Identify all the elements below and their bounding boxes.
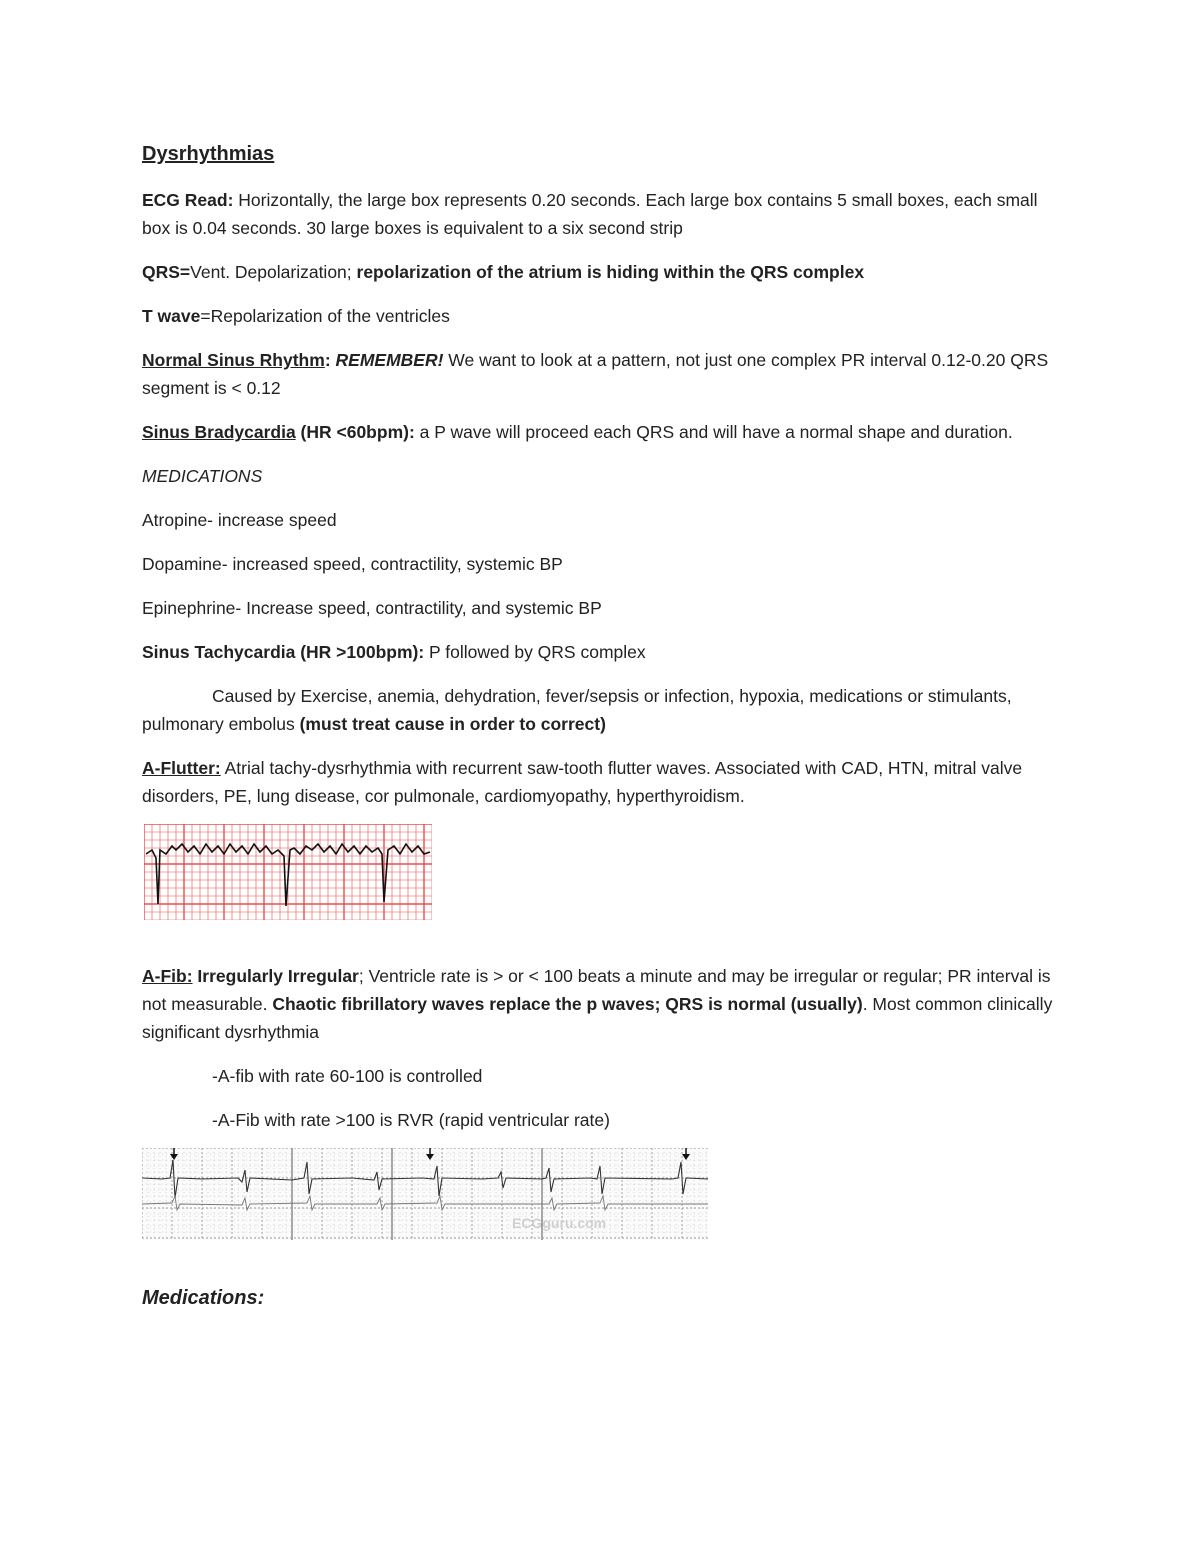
nsr-colon: : xyxy=(324,350,336,370)
nsr-emphasis: REMEMBER! xyxy=(335,350,444,370)
med-item-epinephrine: Epinephrine- Increase speed, contractility, and systemic BP xyxy=(142,598,602,618)
tachy-paragraph xyxy=(142,638,1062,666)
strip-watermark: ECGguru.com xyxy=(512,1215,607,1231)
med-item-dopamine: Dopamine- increased speed, contractility, systemic BP xyxy=(142,554,563,574)
afib-text1: ; Ventricle rate is > or < 100 beats a minute and may be irregular or regular; PR interval is not measurable. xyxy=(142,966,1051,1014)
nsr-paragraph xyxy=(142,346,1062,402)
afib-item-rvr: -A-Fib with rate >100 is RVR (rapid ventricular rate) xyxy=(212,1110,610,1130)
tachy-label: Sinus Tachycardia (HR >100bpm): xyxy=(142,642,425,662)
brady-label: Sinus Bradycardia xyxy=(142,422,296,442)
brady-paragraph xyxy=(142,418,1062,446)
qrs-paragraph xyxy=(142,258,1062,286)
brady-text: a P wave will proceed each QRS and will have a normal shape and duration. xyxy=(414,422,1013,442)
afib-bold2: Chaotic fibrillatory waves replace the p waves; QRS is normal (usually) xyxy=(272,994,863,1014)
aflutter-label: A-Flutter: xyxy=(142,758,221,778)
afib-text2: . Most common clinically significant dysrhythmia xyxy=(142,994,1053,1042)
medications-subheading: Medications: xyxy=(142,1287,265,1309)
brady-hr: (HR <60bpm): xyxy=(295,422,415,442)
afib-ecg-strip xyxy=(142,1148,708,1240)
document-page xyxy=(142,140,1062,1312)
tachy-causes-bold: (must treat cause in order to correct) xyxy=(299,714,606,734)
tachy-causes-text: Caused by Exercise, anemia, dehydration, fever/sepsis or infection, hypoxia, medications or stimulants, pulmonary embolus xyxy=(142,686,1012,734)
aflutter-ecg-strip xyxy=(144,824,432,920)
twave-text: =Repolarization of the ventricles xyxy=(200,306,450,326)
afib-bold1: Irregularly Irregular xyxy=(192,966,359,986)
afib-label: A-Fib: xyxy=(142,966,193,986)
medications-heading: MEDICATIONS xyxy=(142,466,263,486)
nsr-text: We want to look at a pattern, not just one complex PR interval 0.12-0.20 QRS segment is < 0.12 xyxy=(142,350,1049,398)
qrs-text: Vent. Depolarization; xyxy=(190,262,357,282)
qrs-bold: repolarization of the atrium is hiding within the QRS complex xyxy=(356,262,865,282)
qrs-label: QRS= xyxy=(142,262,191,282)
tachy-causes-paragraph xyxy=(142,682,1062,738)
aflutter-text: Atrial tachy-dysrhythmia with recurrent saw-tooth flutter waves. Associated with CAD, HTN, mitral valve disorders, PE, lung disease, cor pulmonale, cardiomyopathy, hyperthyroidism. xyxy=(142,758,1023,806)
ecg-read-text: Horizontally, the large box represents 0.20 seconds. Each large box contains 5 small boxes, each small box is 0.04 seconds. 30 large boxes is equivalent to a six second strip xyxy=(142,190,1038,238)
twave-paragraph xyxy=(142,302,1062,330)
nsr-label: Normal Sinus Rhythm xyxy=(142,350,325,370)
twave-label: T wave xyxy=(142,306,201,326)
ecg-read-paragraph xyxy=(142,186,1062,242)
afib-item-controlled: -A-fib with rate 60-100 is controlled xyxy=(212,1066,483,1086)
tachy-text: P followed by QRS complex xyxy=(424,642,646,662)
page-title: Dysrhythmias xyxy=(142,143,275,165)
afib-paragraph xyxy=(142,962,1062,1046)
med-item-atropine: Atropine- increase speed xyxy=(142,510,337,530)
aflutter-paragraph xyxy=(142,754,1062,810)
ecg-read-label: ECG Read: xyxy=(142,190,234,210)
